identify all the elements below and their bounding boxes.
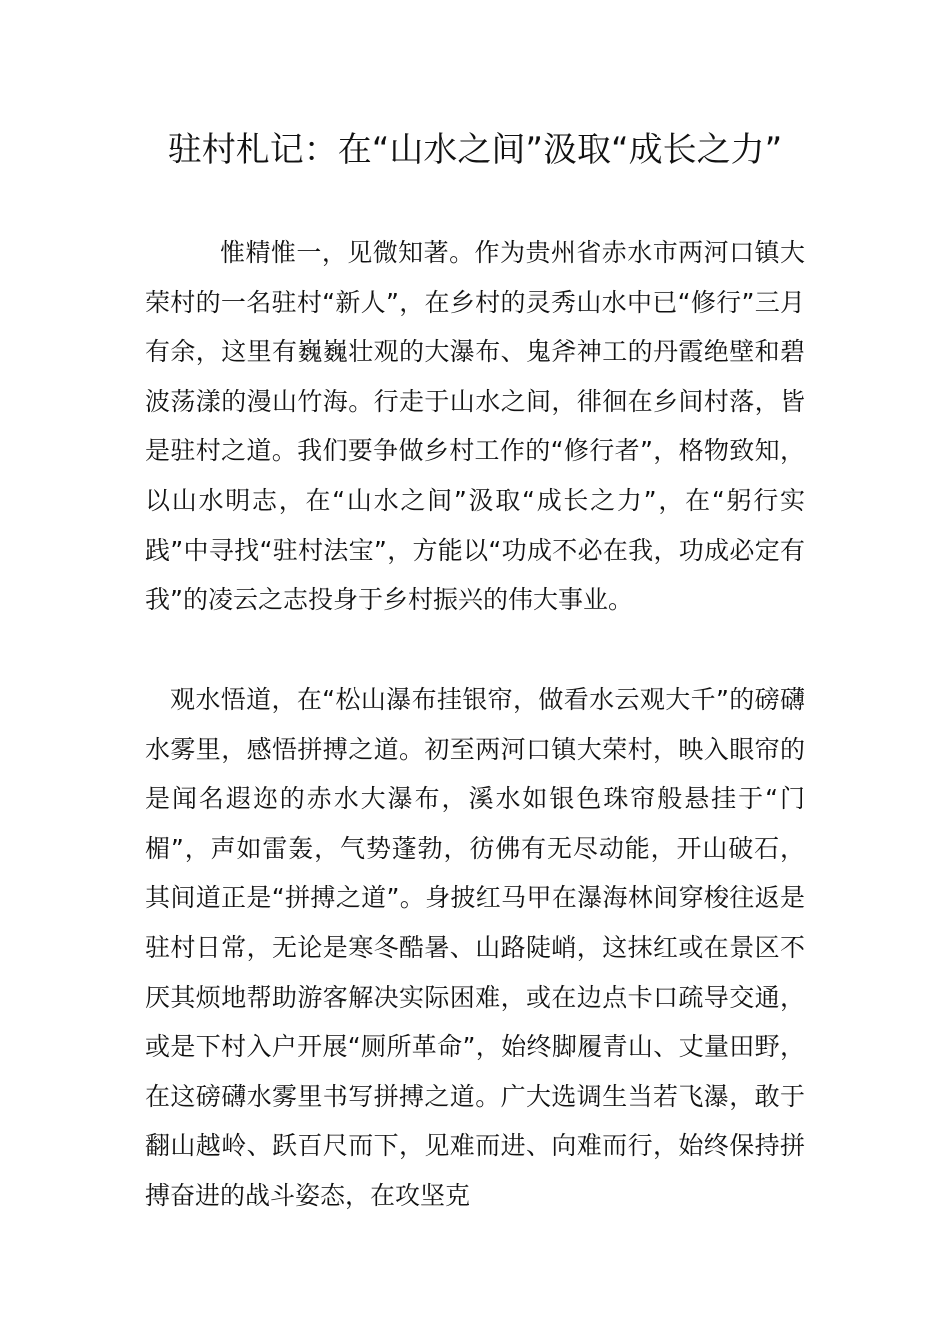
document-title: 驻村札记：在“山水之间”汲取“成长之力” — [167, 130, 783, 170]
paragraph-2: 观水悟道，在“松山瀑布挂银帘，做看水云观大千”的磅礴水雾里，感悟拼搏之道。初至两河口镇大荣村，映入眼帘的是闻名遐迩的赤水大瀑布，溪水如银色珠帘般悬挂于“门楣”，声如雷轰，气势蓬勃，彷佛有无尽动能，开山破石，其间道正是“拼搏之道”。身披红马甲在瀑海林间穿梭往返是驻村日常，无论是寒冬酷暑、山路陡峭，这抹红或在景区不厌其烦地帮助游客解决实际困难，或在边点卡口疏导交通，或是下村入户开展“厕所革命”，始终脚履青山、丈量田野，在这磅礴水雾里书写拼搏之道。广大选调生当若飞瀑，敢于翻山越岭、跃百尺而下，见难而进、向难而行，始终保持拼搏奋进的战斗姿态，在攻坚克 — [145, 685, 805, 1210]
paragraph-1: 惟精惟一，见微知著。作为贵州省赤水市两河口镇大荣村的一名驻村“新人”，在乡村的灵秀山水中已“修行”三月有余，这里有巍巍壮观的大瀑布、鬼斧神工的丹霞绝壁和碧波荡漾的漫山竹海。行走于山水之间，徘徊在乡间村落，皆是驻村之道。我们要争做乡村工作的“修行者”，格物致知，以山水明志，在“山水之间”汲取“成长之力”，在“躬行实践”中寻找“驻村法宝”，方能以“功成不必在我，功成必定有我”的凌云之志投身于乡村振兴的伟大事业。 — [145, 238, 805, 615]
